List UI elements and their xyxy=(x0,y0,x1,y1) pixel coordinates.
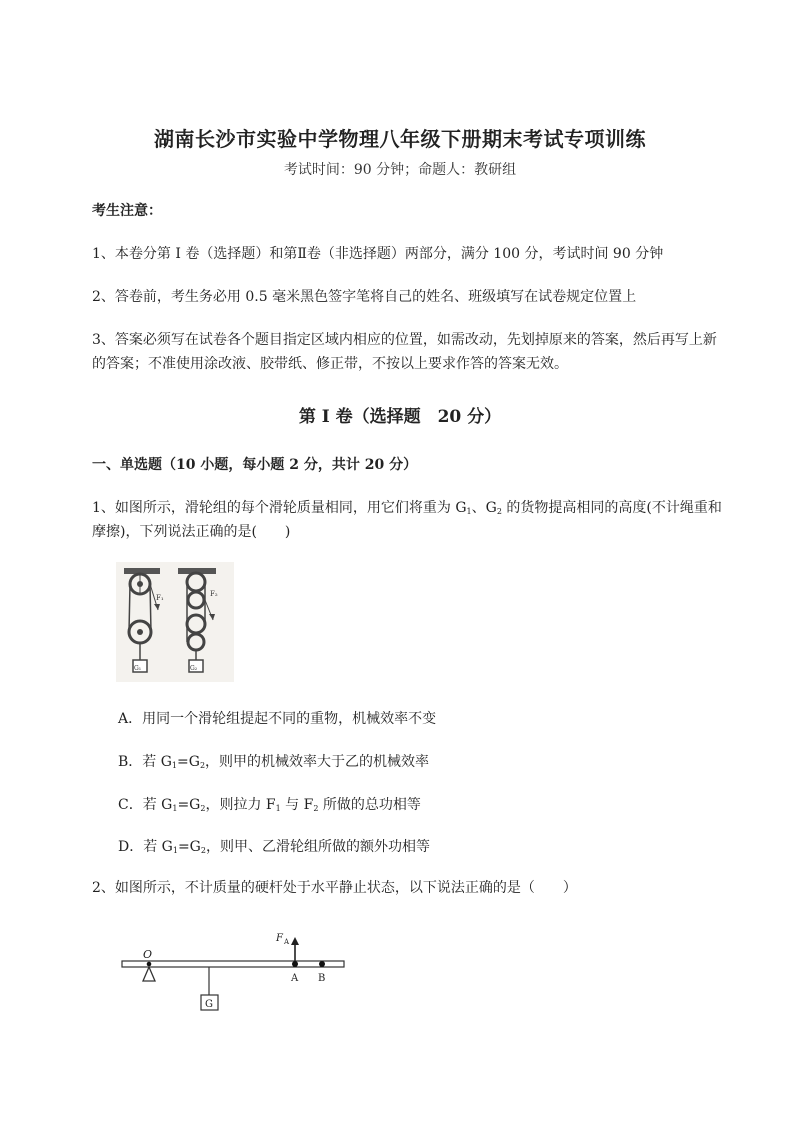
section-title: 第 I 卷（选择题 20 分） xyxy=(298,407,502,427)
label-g: G xyxy=(205,999,213,1010)
notice-item-3: 3、答案必须写在试卷各个题目指定区域内相应的位置，如需改动，先划掉原来的答案，然后再写上新 xyxy=(92,332,717,348)
pulley-figure xyxy=(116,562,234,682)
lever-figure xyxy=(118,925,350,1015)
lever-rod xyxy=(122,961,344,967)
page-title: 湖南长沙市实验中学物理八年级下册期末考试专项训练 xyxy=(154,127,646,151)
q1-option-a[interactable]: A．用同一个滑轮组提起不同的重物，机械效率不变 xyxy=(118,711,437,727)
label-fa-sub: A xyxy=(284,938,290,946)
g2-label: G₂ xyxy=(190,665,198,672)
q1-option-b[interactable]: B．若 $G_1=G_2$，则甲的机械效率大于乙的机械效率 xyxy=(118,754,430,770)
notice-heading: 考生注意： xyxy=(92,203,162,219)
notice-item-1: 1、本卷分第 I 卷（选择题）和第Ⅱ卷（非选择题）两部分，满分 100 分，考试时间 90 分钟 xyxy=(92,246,664,262)
q1-option-d[interactable]: D．若 $G_1=G_2$，则甲、乙滑轮组所做的额外功相等 xyxy=(118,839,430,855)
exam-info: 考试时间：90 分钟；命题人：教研组 xyxy=(283,162,517,178)
f1-label: F₁ xyxy=(156,594,164,602)
label-b: B xyxy=(318,973,326,984)
q2-stem: 2、如图所示，不计质量的硬杆处于水平静止状态，以下说法正确的是（ ） xyxy=(92,880,577,896)
label-fa: F xyxy=(276,933,283,944)
notice-item-2: 2、答卷前，考生务必用 0.5 毫米黑色签字笔将自己的姓名、班级填写在试卷规定位置上 xyxy=(92,289,637,305)
q1-stem: 1、如图所示，滑轮组的每个滑轮质量相同，用它们将重为 $G_1$、$G_2$ 的货物提高相同的高度(不计绳重和 xyxy=(92,500,722,516)
label-a: A xyxy=(291,973,299,984)
force-arrow-icon xyxy=(291,937,299,945)
part-heading: 一、单选题（10 小题，每小题 2 分，共计 20 分） xyxy=(92,457,418,473)
g1-label: G₁ xyxy=(134,665,142,672)
fulcrum-icon xyxy=(143,967,155,981)
q1-stem-line2: 摩擦)，下列说法正确的是( ) xyxy=(92,524,291,540)
q1-option-c[interactable]: C．若 $G_1=G_2$，则拉力 $F_1$ 与 $F_2$ 所做的总功相等 xyxy=(118,797,421,813)
label-o: O xyxy=(143,948,153,961)
notice-item-3-cont: 的答案；不准使用涂改液、胶带纸、修正带，不按以上要求作答的答案无效。 xyxy=(92,356,568,372)
f2-label: F₂ xyxy=(210,590,218,598)
